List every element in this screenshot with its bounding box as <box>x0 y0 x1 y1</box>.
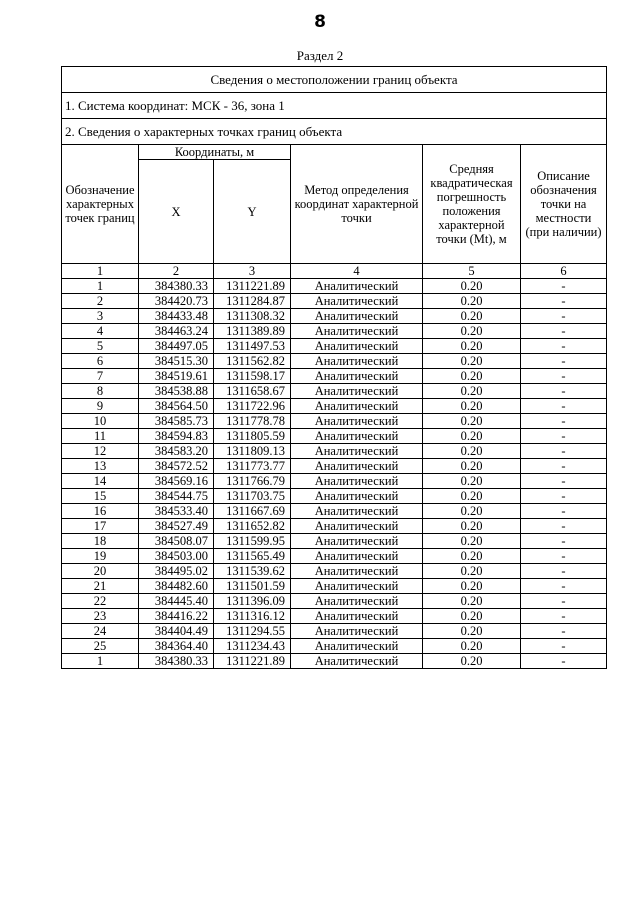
cell-accuracy: 0.20 <box>423 324 521 339</box>
cell-point: 9 <box>62 399 139 414</box>
cell-method: Аналитический <box>291 444 423 459</box>
cell-point: 22 <box>62 594 139 609</box>
cell-point: 13 <box>62 459 139 474</box>
cell-description: - <box>521 369 607 384</box>
table-row <box>62 399 607 414</box>
cell-x: 384583.20 <box>139 444 214 459</box>
header-coords: Координаты, м <box>139 145 291 160</box>
cell-method: Аналитический <box>291 594 423 609</box>
cell-point: 6 <box>62 354 139 369</box>
cell-y: 1311766.79 <box>214 474 291 489</box>
table-row <box>62 444 607 459</box>
cell-accuracy: 0.20 <box>423 489 521 504</box>
table-row <box>62 324 607 339</box>
column-number: 5 <box>423 264 521 279</box>
cell-method: Аналитический <box>291 279 423 294</box>
cell-point: 10 <box>62 414 139 429</box>
table-row <box>62 474 607 489</box>
cell-x: 384564.50 <box>139 399 214 414</box>
header-method: Метод определения координат характерной точки <box>291 145 423 264</box>
cell-method: Аналитический <box>291 369 423 384</box>
table-row <box>62 624 607 639</box>
cell-point: 24 <box>62 624 139 639</box>
cell-method: Аналитический <box>291 579 423 594</box>
cell-description: - <box>521 639 607 654</box>
cell-y: 1311316.12 <box>214 609 291 624</box>
column-number: 4 <box>291 264 423 279</box>
cell-method: Аналитический <box>291 624 423 639</box>
cell-method: Аналитический <box>291 504 423 519</box>
cell-accuracy: 0.20 <box>423 384 521 399</box>
cell-point: 4 <box>62 324 139 339</box>
cell-x: 384420.73 <box>139 294 214 309</box>
cell-accuracy: 0.20 <box>423 549 521 564</box>
cell-point: 7 <box>62 369 139 384</box>
table-row <box>62 594 607 609</box>
cell-accuracy: 0.20 <box>423 564 521 579</box>
cell-point: 11 <box>62 429 139 444</box>
cell-x: 384380.33 <box>139 279 214 294</box>
cell-x: 384463.24 <box>139 324 214 339</box>
table-row <box>62 294 607 309</box>
cell-x: 384497.05 <box>139 339 214 354</box>
table-row <box>62 309 607 324</box>
cell-method: Аналитический <box>291 384 423 399</box>
cell-y: 1311809.13 <box>214 444 291 459</box>
cell-x: 384527.49 <box>139 519 214 534</box>
cell-accuracy: 0.20 <box>423 609 521 624</box>
table-row <box>62 579 607 594</box>
table-row <box>62 564 607 579</box>
cell-description: - <box>521 354 607 369</box>
cell-x: 384380.33 <box>139 654 214 669</box>
cell-x: 384416.22 <box>139 609 214 624</box>
cell-accuracy: 0.20 <box>423 399 521 414</box>
cell-x: 384585.73 <box>139 414 214 429</box>
cell-accuracy: 0.20 <box>423 639 521 654</box>
cell-method: Аналитический <box>291 534 423 549</box>
table-row <box>62 534 607 549</box>
table-row <box>62 459 607 474</box>
cell-description: - <box>521 594 607 609</box>
cell-y: 1311501.59 <box>214 579 291 594</box>
table-row <box>62 354 607 369</box>
column-number: 3 <box>214 264 291 279</box>
cell-accuracy: 0.20 <box>423 519 521 534</box>
cell-x: 384569.16 <box>139 474 214 489</box>
table-row <box>62 504 607 519</box>
cell-method: Аналитический <box>291 654 423 669</box>
cell-point: 25 <box>62 639 139 654</box>
cell-y: 1311703.75 <box>214 489 291 504</box>
cell-point: 2 <box>62 294 139 309</box>
points-heading: 2. Сведения о характерных точках границ объекта <box>62 119 607 145</box>
cell-y: 1311773.77 <box>214 459 291 474</box>
cell-accuracy: 0.20 <box>423 579 521 594</box>
cell-y: 1311805.59 <box>214 429 291 444</box>
table-row <box>62 489 607 504</box>
cell-description: - <box>521 474 607 489</box>
cell-description: - <box>521 339 607 354</box>
column-number: 2 <box>139 264 214 279</box>
cell-y: 1311658.67 <box>214 384 291 399</box>
cell-accuracy: 0.20 <box>423 444 521 459</box>
cell-accuracy: 0.20 <box>423 459 521 474</box>
cell-x: 384495.02 <box>139 564 214 579</box>
cell-x: 384572.52 <box>139 459 214 474</box>
cell-method: Аналитический <box>291 354 423 369</box>
cell-accuracy: 0.20 <box>423 309 521 324</box>
cell-point: 14 <box>62 474 139 489</box>
header-x: X <box>139 160 214 264</box>
cell-method: Аналитический <box>291 489 423 504</box>
cell-accuracy: 0.20 <box>423 654 521 669</box>
cell-description: - <box>521 504 607 519</box>
cell-description: - <box>521 519 607 534</box>
cell-x: 384508.07 <box>139 534 214 549</box>
cell-x: 384544.75 <box>139 489 214 504</box>
cell-accuracy: 0.20 <box>423 354 521 369</box>
table-body <box>62 279 607 669</box>
table-row <box>62 384 607 399</box>
cell-method: Аналитический <box>291 429 423 444</box>
cell-y: 1311667.69 <box>214 504 291 519</box>
table-row <box>62 279 607 294</box>
cell-accuracy: 0.20 <box>423 474 521 489</box>
cell-x: 384515.30 <box>139 354 214 369</box>
cell-description: - <box>521 654 607 669</box>
cell-description: - <box>521 609 607 624</box>
cell-point: 8 <box>62 384 139 399</box>
cell-accuracy: 0.20 <box>423 624 521 639</box>
section-label: Раздел 2 <box>296 48 344 63</box>
cell-y: 1311234.43 <box>214 639 291 654</box>
cell-y: 1311221.89 <box>214 279 291 294</box>
table-row <box>62 654 607 669</box>
cell-description: - <box>521 579 607 594</box>
cell-point: 21 <box>62 579 139 594</box>
cell-description: - <box>521 399 607 414</box>
cell-point: 3 <box>62 309 139 324</box>
cell-accuracy: 0.20 <box>423 279 521 294</box>
cell-description: - <box>521 429 607 444</box>
table-row <box>62 429 607 444</box>
table-row <box>62 639 607 654</box>
header-y: Y <box>214 160 291 264</box>
table-row <box>62 414 607 429</box>
cell-y: 1311562.82 <box>214 354 291 369</box>
cell-x: 384503.00 <box>139 549 214 564</box>
table-row <box>62 609 607 624</box>
column-number: 1 <box>62 264 139 279</box>
cell-description: - <box>521 444 607 459</box>
cell-description: - <box>521 279 607 294</box>
cell-y: 1311778.78 <box>214 414 291 429</box>
cell-description: - <box>521 489 607 504</box>
cell-method: Аналитический <box>291 474 423 489</box>
cell-description: - <box>521 414 607 429</box>
cell-y: 1311565.49 <box>214 549 291 564</box>
cell-method: Аналитический <box>291 324 423 339</box>
cell-y: 1311497.53 <box>214 339 291 354</box>
cell-y: 1311284.87 <box>214 294 291 309</box>
cell-description: - <box>521 324 607 339</box>
cell-point: 19 <box>62 549 139 564</box>
cell-description: - <box>521 534 607 549</box>
cell-point: 1 <box>62 654 139 669</box>
cell-method: Аналитический <box>291 459 423 474</box>
column-number: 6 <box>521 264 607 279</box>
table-row <box>62 339 607 354</box>
cell-description: - <box>521 384 607 399</box>
table-row <box>62 519 607 534</box>
cell-point: 18 <box>62 534 139 549</box>
cell-point: 20 <box>62 564 139 579</box>
cell-point: 5 <box>62 339 139 354</box>
cell-x: 384482.60 <box>139 579 214 594</box>
cell-accuracy: 0.20 <box>423 429 521 444</box>
cell-y: 1311308.32 <box>214 309 291 324</box>
cell-method: Аналитический <box>291 519 423 534</box>
cell-description: - <box>521 549 607 564</box>
header-description: Описание обозначения точки на местности (при наличии) <box>521 145 607 264</box>
cell-method: Аналитический <box>291 609 423 624</box>
cell-y: 1311599.95 <box>214 534 291 549</box>
cell-y: 1311539.62 <box>214 564 291 579</box>
table-row <box>62 549 607 564</box>
cell-method: Аналитический <box>291 549 423 564</box>
cell-point: 16 <box>62 504 139 519</box>
table-row <box>62 369 607 384</box>
cell-y: 1311389.89 <box>214 324 291 339</box>
cell-point: 17 <box>62 519 139 534</box>
cell-accuracy: 0.20 <box>423 369 521 384</box>
cell-method: Аналитический <box>291 294 423 309</box>
cell-point: 23 <box>62 609 139 624</box>
cell-y: 1311652.82 <box>214 519 291 534</box>
cell-method: Аналитический <box>291 564 423 579</box>
cell-accuracy: 0.20 <box>423 339 521 354</box>
cell-point: 15 <box>62 489 139 504</box>
cell-x: 384533.40 <box>139 504 214 519</box>
cell-method: Аналитический <box>291 309 423 324</box>
boundary-points-table <box>61 66 607 669</box>
cell-y: 1311598.17 <box>214 369 291 384</box>
cell-x: 384404.49 <box>139 624 214 639</box>
cell-description: - <box>521 459 607 474</box>
cell-accuracy: 0.20 <box>423 534 521 549</box>
cell-accuracy: 0.20 <box>423 594 521 609</box>
cell-x: 384445.40 <box>139 594 214 609</box>
cell-x: 384433.48 <box>139 309 214 324</box>
cell-method: Аналитический <box>291 339 423 354</box>
cell-method: Аналитический <box>291 399 423 414</box>
cell-y: 1311396.09 <box>214 594 291 609</box>
cell-y: 1311722.96 <box>214 399 291 414</box>
cell-x: 384364.40 <box>139 639 214 654</box>
cell-accuracy: 0.20 <box>423 414 521 429</box>
cell-x: 384519.61 <box>139 369 214 384</box>
cell-x: 384538.88 <box>139 384 214 399</box>
coord-system: 1. Система координат: МСК - 36, зона 1 <box>62 93 607 119</box>
cell-method: Аналитический <box>291 639 423 654</box>
cell-point: 1 <box>62 279 139 294</box>
cell-method: Аналитический <box>291 414 423 429</box>
cell-description: - <box>521 564 607 579</box>
cell-x: 384594.83 <box>139 429 214 444</box>
cell-description: - <box>521 309 607 324</box>
table-title: Сведения о местоположении границ объекта <box>62 67 607 93</box>
cell-description: - <box>521 294 607 309</box>
cell-accuracy: 0.20 <box>423 504 521 519</box>
cell-y: 1311221.89 <box>214 654 291 669</box>
cell-y: 1311294.55 <box>214 624 291 639</box>
cell-point: 12 <box>62 444 139 459</box>
cell-accuracy: 0.20 <box>423 294 521 309</box>
cell-description: - <box>521 624 607 639</box>
header-point: Обозначение характерных точек границ <box>62 145 139 264</box>
page-number: 8 <box>314 12 326 32</box>
header-accuracy: Средняя квадратическая погрешность положения характерной точки (Mt), м <box>423 145 521 264</box>
